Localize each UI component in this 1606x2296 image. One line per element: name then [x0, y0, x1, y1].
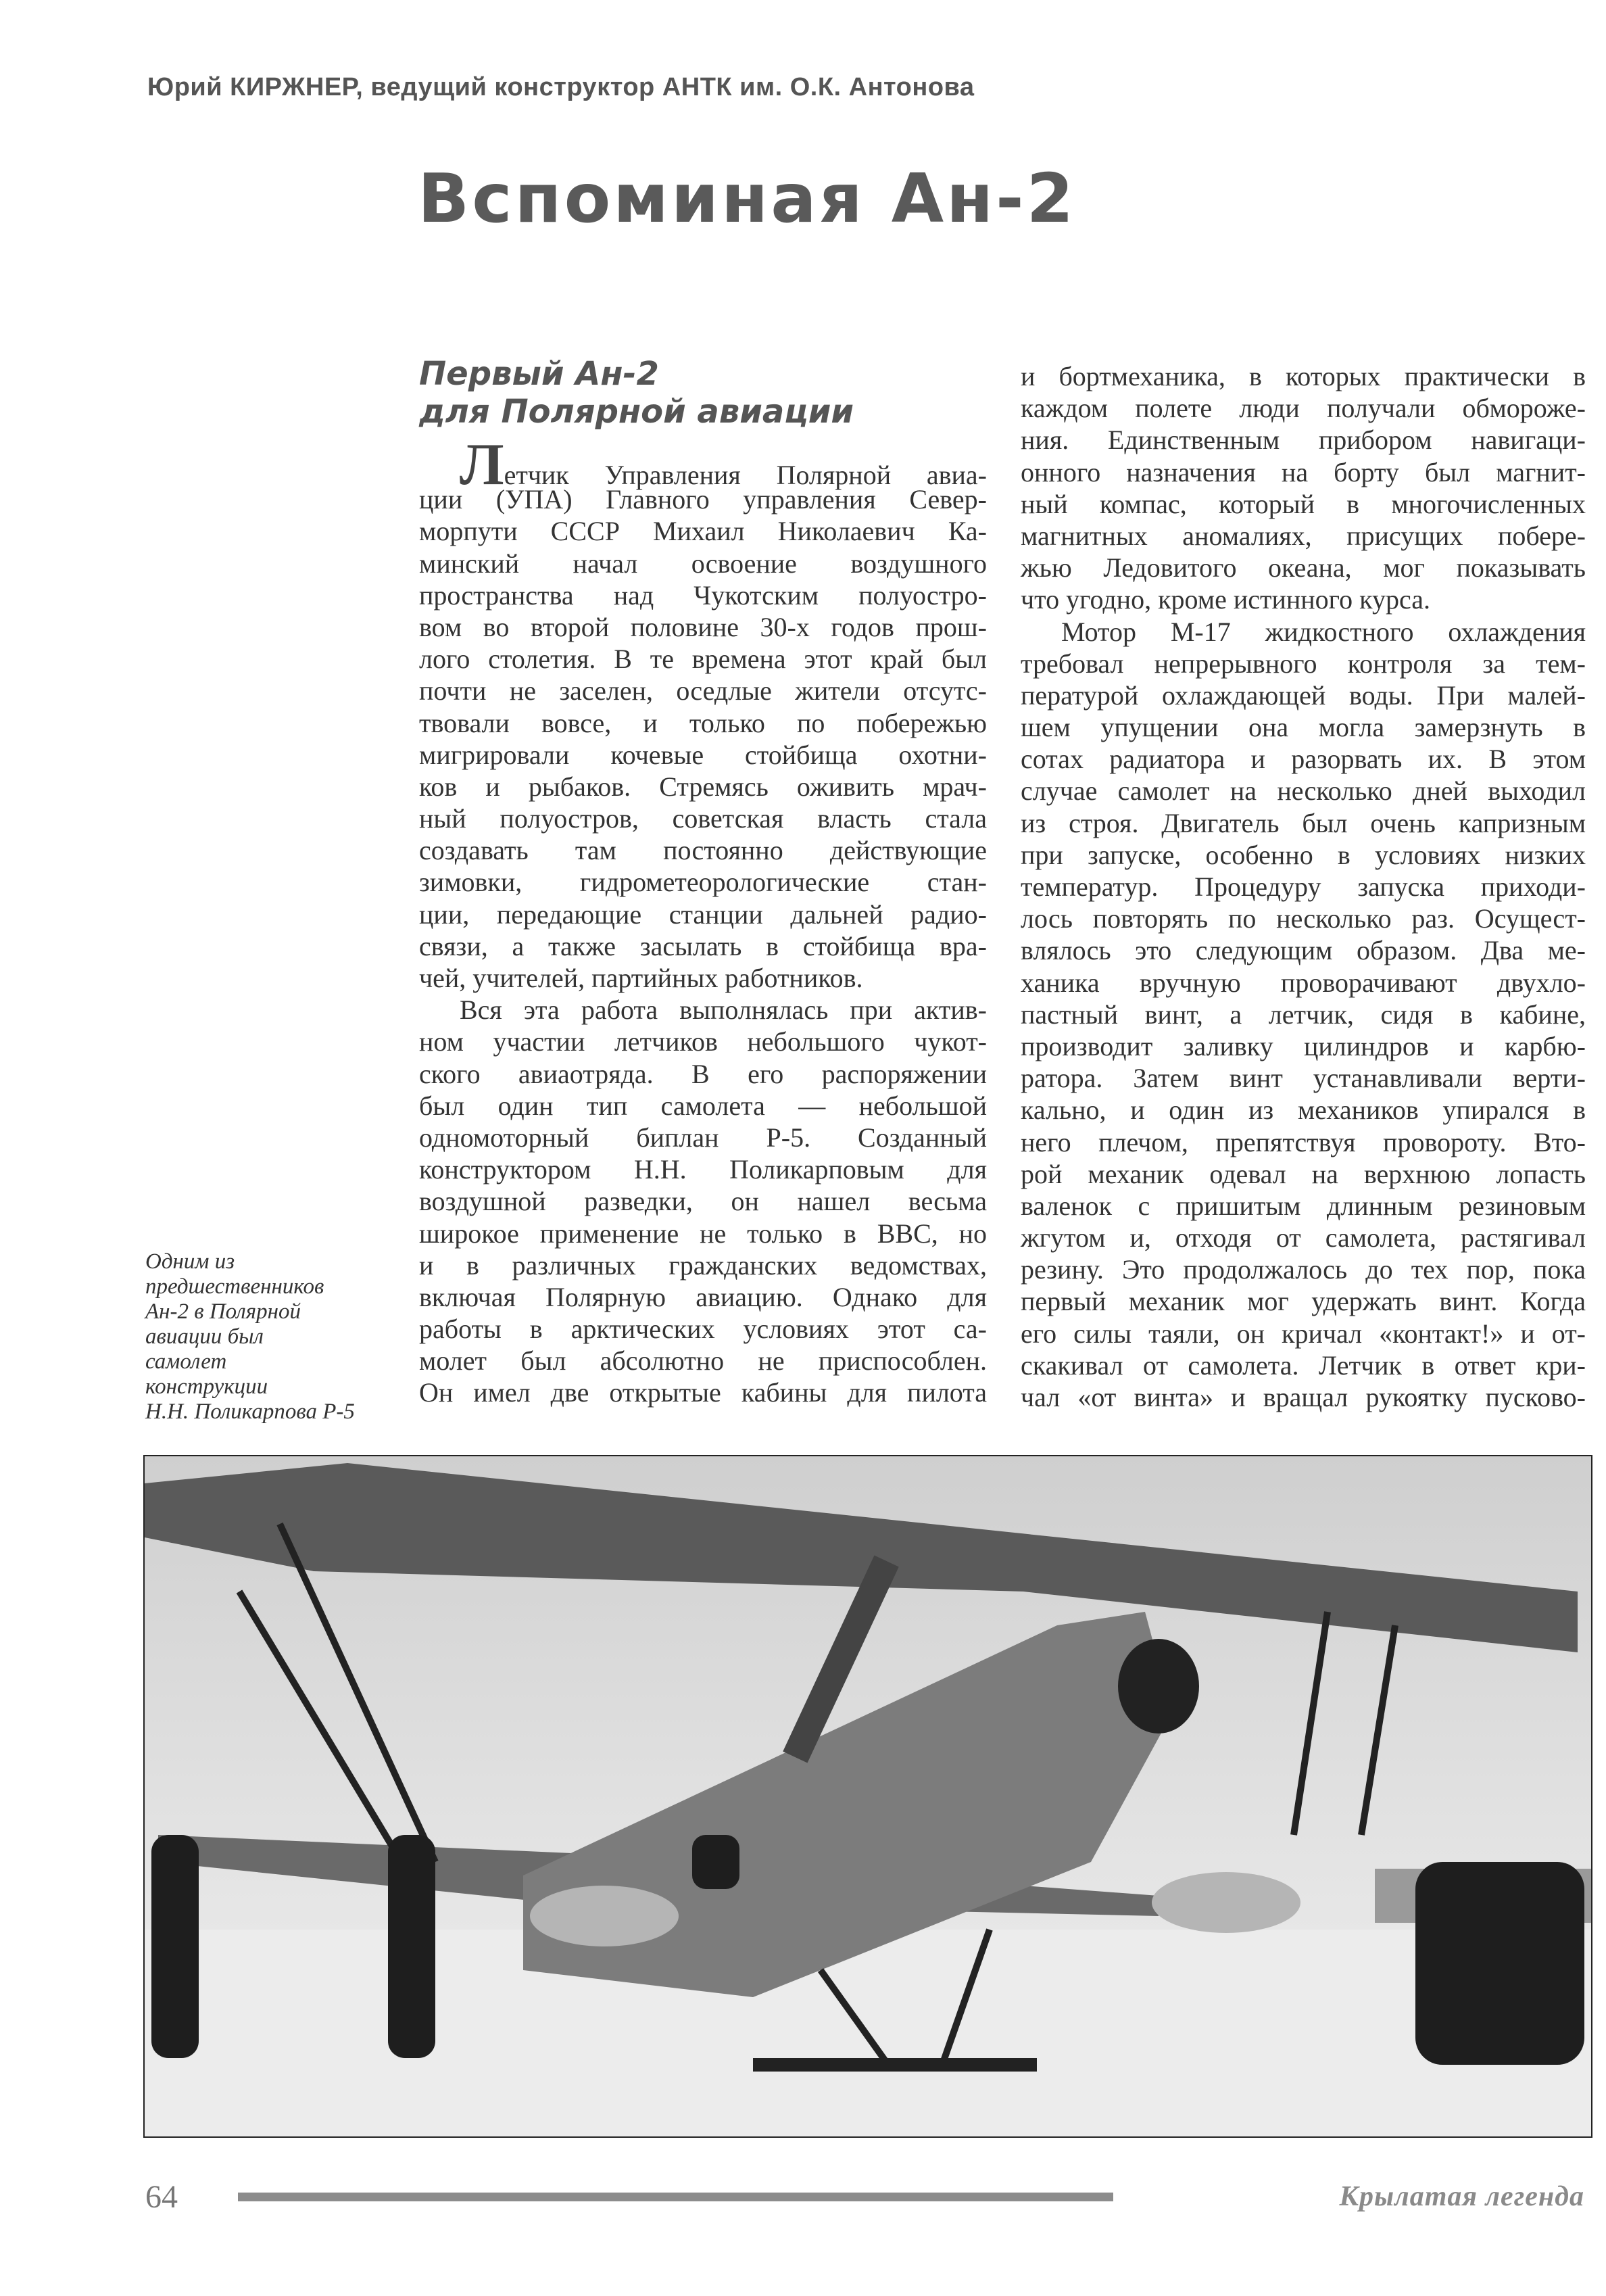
- text-line: [1021, 552, 1586, 583]
- text-line: [1021, 360, 1586, 392]
- text-line-content: зимовки, гидрометеорологические стан-: [419, 867, 987, 898]
- text-line-content: скакивал от самолета. Летчик в ответ кри-: [1021, 1349, 1586, 1381]
- text-line-content: при запуске, особенно в условиях низких: [1021, 839, 1586, 870]
- text-line: [419, 1249, 987, 1281]
- text-line-content: конструктором Н.Н. Поликарповым для: [419, 1154, 987, 1185]
- text-line: [419, 1122, 987, 1153]
- biplane-photo-illustration: [145, 1456, 1591, 2136]
- text-line: [1021, 488, 1586, 520]
- text-line: [419, 675, 987, 707]
- text-line: [1021, 1222, 1586, 1253]
- text-line: [419, 1281, 987, 1313]
- text-line: [1021, 999, 1586, 1030]
- text-line-content: резину. Это продолжалось до тех пор, пока: [1021, 1254, 1586, 1285]
- text-line-content: ный компас, который в многочисленных: [1021, 488, 1586, 519]
- caption-line: Одним из: [145, 1249, 235, 1274]
- text-line: [1021, 934, 1586, 966]
- text-line-content: морпути СССР Михаил Николаевич Ка-: [419, 516, 987, 547]
- text-line-content: ния. Единственным прибором навигаци-: [1021, 425, 1586, 456]
- text-line-content: почти не заселен, оседлые жители отсутс-: [419, 675, 987, 707]
- text-line: [1021, 616, 1586, 648]
- text-line-content: онного назначения на борту был магнит-: [1021, 456, 1586, 487]
- text-line: [419, 1313, 987, 1345]
- magazine-name: Крылатая легенда: [1339, 2181, 1584, 2212]
- text-line-content: рой механик одевал на верхнюю лопасть: [1021, 1158, 1586, 1189]
- text-line-content: из строя. Двигатель был очень капризным: [1021, 807, 1586, 838]
- text-line-content: широкое применение не только в ВВС, но: [419, 1218, 987, 1249]
- text-line-content: включая Полярную авиацию. Однако для: [419, 1281, 987, 1312]
- text-line: [1021, 520, 1586, 552]
- text-line: [419, 1090, 987, 1122]
- text-line: [1021, 1190, 1586, 1222]
- text-line: [1021, 807, 1586, 839]
- text-line: [419, 930, 987, 962]
- text-line: [1021, 1158, 1586, 1190]
- section-heading-line: Первый Ан-2: [419, 355, 659, 393]
- text-column-1: [419, 432, 987, 1409]
- text-line-content: влялось это следующим образом. Два ме-: [1021, 935, 1586, 966]
- text-line-content: ратора. Затем винт устанавливали верти-: [1021, 1063, 1586, 1094]
- text-line-content: чал «от винта» и вращал рукоятку пусково-: [1021, 1382, 1586, 1412]
- text-line-content: создавать там постоянно действующие: [419, 835, 987, 866]
- text-line-content: ции (УПА) Главного управления Север-: [419, 484, 987, 515]
- text-column-2: [1021, 360, 1586, 1413]
- text-line: [419, 1345, 987, 1377]
- text-line: [1021, 1285, 1586, 1317]
- text-line-content: него плечом, препятствуя провороту. Вто-: [1021, 1126, 1586, 1157]
- text-line: [1021, 1094, 1586, 1126]
- text-line-content: и в различных гражданских ведомствах,: [419, 1249, 987, 1281]
- text-line: [1021, 424, 1586, 456]
- text-line-content: производит заливку цилиндров и карбю-: [1021, 1030, 1586, 1061]
- text-line-content: магнитных аномалиях, присущих побере-: [1021, 520, 1586, 551]
- article-title: Вспоминая Ан-2: [418, 159, 1077, 238]
- text-line: [1021, 1062, 1586, 1094]
- photo-caption: [145, 1249, 375, 1425]
- text-line-content: вом во второй половине 30-х годов прош-: [419, 611, 987, 642]
- text-line: [419, 643, 987, 675]
- text-line: [1021, 648, 1586, 679]
- text-line-content: пературой охлаждающей воды. При малей-: [1021, 679, 1586, 711]
- text-line: [1021, 1318, 1586, 1349]
- text-line-content: ном участии летчиков небольшого чукот-: [419, 1026, 987, 1057]
- text-line-content: Он имел две открытые кабины для пилота: [419, 1377, 987, 1408]
- text-line: [419, 483, 987, 515]
- text-line-content: лого столетия. В те времена этот край был: [419, 644, 987, 675]
- text-line: [1021, 1253, 1586, 1285]
- section-heading: [419, 355, 854, 431]
- text-line: [419, 611, 987, 643]
- page-number: 64: [145, 2179, 178, 2215]
- underwing-container: [530, 1886, 679, 1946]
- text-line: [1021, 392, 1586, 424]
- caption-line: самолет: [145, 1349, 227, 1374]
- text-line: [419, 1153, 987, 1185]
- text-line-content: жью Ледовитого океана, мог показывать: [1021, 552, 1586, 583]
- text-line: [419, 432, 987, 498]
- text-line: [419, 739, 987, 771]
- caption-line: авиации был: [145, 1324, 264, 1349]
- text-line-content: сотах радиатора и разорвать их. В этом: [1021, 744, 1586, 775]
- text-line: [419, 1026, 987, 1057]
- text-line-content: Вся эта работа выполнялась при актив-: [460, 995, 987, 1026]
- text-line-content: мигрировали кочевые стойбища охотни-: [419, 739, 987, 770]
- text-line: [1021, 711, 1586, 743]
- caption-line: Н.Н. Поликарпова Р-5: [145, 1400, 355, 1424]
- text-line-content: пространства над Чукотским полуостро-: [419, 579, 987, 611]
- text-line-content: случае самолет на несколько дней выходил: [1021, 775, 1586, 807]
- text-line-content: ского авиаотряда. В его распоряжении: [419, 1058, 987, 1089]
- author-byline: Юрий КИРЖНЕР, ведущий конструктор АНТК им. О.К. Антонова: [147, 73, 975, 101]
- text-line: [1021, 871, 1586, 903]
- text-line-content: воздушной разведки, он нашел весьма: [419, 1186, 987, 1217]
- text-line-content: одномоторный биплан Р-5. Созданный: [419, 1122, 987, 1153]
- text-line-content: пастный винт, а летчик, сидя в кабине,: [1021, 999, 1586, 1030]
- text-line: [1021, 839, 1586, 871]
- text-line-content: был один тип самолета — небольшой: [419, 1090, 987, 1121]
- text-line-content: валенок с пришитым длинным резиновым: [1021, 1190, 1586, 1221]
- drop-cap: Л: [460, 432, 504, 498]
- text-line: [1021, 679, 1586, 711]
- text-line-content: ции, передающие станции дальней радио-: [419, 899, 987, 930]
- text-line-content: твовали вовсе, и только по побережью: [419, 707, 987, 738]
- text-line-content: ханика вручную проворачивают двухло-: [1021, 967, 1586, 998]
- text-line-content: что угодно, кроме истинного курса.: [1021, 584, 1430, 615]
- text-line-content: связи, а также засылать в стойбища вра-: [419, 930, 987, 961]
- text-line: [419, 962, 987, 994]
- text-line-content: и бортмеханика, в которых практически в: [1021, 361, 1586, 391]
- text-line-content: кально, и один из механиков упирался в: [1021, 1095, 1586, 1126]
- text-line: [419, 771, 987, 803]
- text-line-content: шем упущении она могла замерзнуть в: [1021, 712, 1586, 743]
- text-line: [419, 1377, 987, 1408]
- text-line: [419, 1218, 987, 1249]
- text-line: [1021, 583, 1586, 615]
- text-line-content: ков и рыбаков. Стремясь оживить мрач-: [419, 771, 987, 802]
- text-line-content: Мотор М-17 жидкостного охлаждения: [1061, 616, 1586, 647]
- photo-polikarpov-r5: [143, 1455, 1592, 2138]
- text-line-content: етчик Управления Полярной авиа-: [504, 460, 987, 490]
- text-line: [1021, 1030, 1586, 1062]
- caption-line: конструкции: [145, 1374, 268, 1399]
- text-line: [1021, 1349, 1586, 1381]
- text-line: [419, 707, 987, 739]
- ski: [753, 2058, 1037, 2072]
- text-line: [419, 834, 987, 866]
- text-line: [419, 899, 987, 930]
- text-line: [1021, 1126, 1586, 1158]
- text-line-content: каждом полете люди получали обмороже-: [1021, 393, 1586, 424]
- text-line: [419, 994, 987, 1026]
- text-line-content: чей, учителей, партийных работников.: [419, 963, 863, 993]
- text-line-content: температур. Процедуру запуска приходи-: [1021, 871, 1586, 902]
- text-line: [1021, 743, 1586, 775]
- text-line-content: первый механик мог удержать винт. Когда: [1021, 1286, 1586, 1317]
- text-line: [419, 1058, 987, 1090]
- text-line: [419, 803, 987, 834]
- text-line-content: работы в арктических условиях этот са-: [419, 1314, 987, 1345]
- text-line: [419, 866, 987, 898]
- text-line-content: требовал непрерывного контроля за тем-: [1021, 648, 1586, 679]
- text-line-content: ный полуостров, советская власть стала: [419, 803, 987, 834]
- text-line: [419, 548, 987, 579]
- section-heading-line: для Полярной авиации: [419, 393, 854, 431]
- text-line: [1021, 775, 1586, 807]
- underwing-container: [1152, 1872, 1300, 1933]
- footer-rule: [238, 2193, 1113, 2201]
- text-line-content: жгутом и, отходя от самолета, растягивал: [1021, 1222, 1586, 1253]
- text-line: [1021, 903, 1586, 934]
- text-line: [419, 1185, 987, 1217]
- text-line: [419, 579, 987, 611]
- text-line-content: его силы таяли, он кричал «контакт!» и от-: [1021, 1318, 1586, 1349]
- text-line-content: лось повторять по несколько раз. Осущест-: [1021, 903, 1586, 934]
- text-line: [1021, 456, 1586, 488]
- text-line: [1021, 967, 1586, 999]
- text-line-content: молет был абсолютно не приспособлен.: [419, 1345, 987, 1377]
- text-line: [1021, 1381, 1586, 1413]
- caption-line: Ан-2 в Полярной: [145, 1299, 301, 1324]
- text-line-content: минский начал освоение воздушного: [419, 548, 987, 579]
- engine-cowl: [1118, 1639, 1199, 1733]
- caption-line: предшественников: [145, 1274, 324, 1299]
- text-line: [419, 515, 987, 547]
